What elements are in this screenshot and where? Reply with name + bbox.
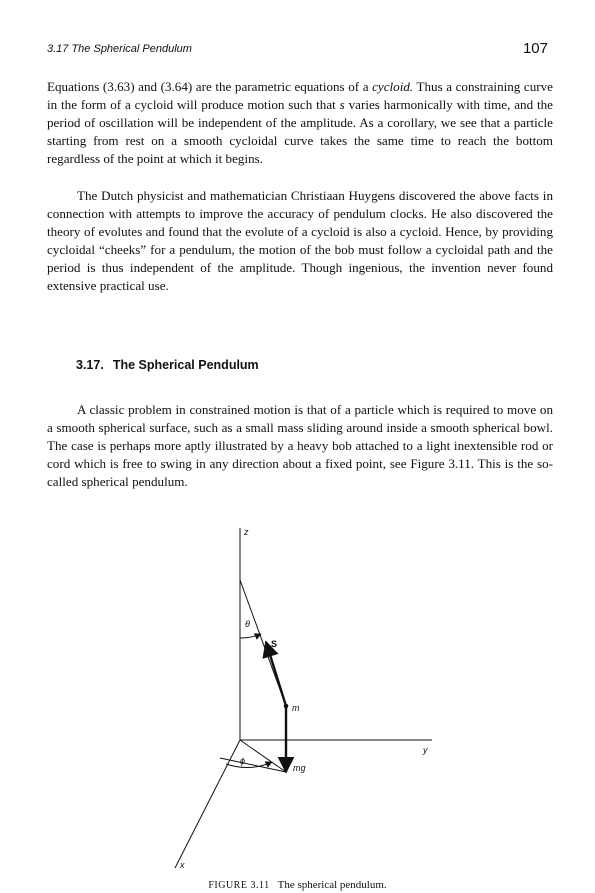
- section-number: 3.17.: [76, 358, 104, 372]
- spherical-pendulum-diagram: [150, 520, 440, 870]
- tension-vector: [266, 642, 286, 706]
- section-title: 3.17 The Spherical Pendulum: [47, 43, 192, 55]
- phi-label: ϕ: [240, 756, 246, 766]
- section-heading-title: The Spherical Pendulum: [112, 358, 259, 372]
- x-axis: [175, 740, 240, 868]
- paragraph-huygens: The Dutch physicist and mathematician Christiaan Huygens discovered the above facts in connection with attempts to improve the accuracy of pendulum clocks. He also discovered the theory of evolutes and found that the evolute of a cycloid is also a cycloid. Hence, by providing cycloidal “cheeks” for a pendulum, the motion of the bob must follow a cycloidal path and the period is thus independent of the amplitude. Though ingenious, the invention never found extensive practical use.: [47, 188, 553, 294]
- paragraph-text: varies harmonically with time, and the period of oscillation will be independent of the amplitude. As a corollary, we see that a particle starting from rest on a smooth cycloidal curve takes the same time to reach the bottom regardless of the point at which it begins.: [47, 97, 553, 167]
- running-header: [47, 40, 548, 60]
- theta-arc: [240, 634, 261, 638]
- term-cycloid: cycloid.: [372, 79, 414, 94]
- s-label: S: [271, 639, 278, 649]
- figure-caption-text: The spherical pendulum.: [277, 879, 387, 891]
- paragraph-spherical-pendulum: A classic problem in constrained motion is that of a particle which is required to move on a smooth spherical surface, such as a small mass sliding around inside a smooth spherical bowl. The case is perhaps more aptly illustrated by a heavy bob attached to a light inextensible rod or cord which is free to swing in any direction about a fixed point, see Figure 3.11. This is the so-called spherical pendulum.: [47, 402, 553, 490]
- theta-label: θ: [245, 619, 250, 629]
- paragraph-text: Thus a constraining curve in the form of a cycloid will produce motion such that: [47, 79, 553, 113]
- figure-caption-label: FIGURE 3.11: [208, 880, 270, 891]
- m-label: m: [292, 703, 300, 713]
- section-heading: [76, 358, 259, 372]
- phi-arc: [226, 762, 272, 768]
- figure-caption: [0, 879, 595, 891]
- variable-s: s: [339, 97, 345, 113]
- paragraph-text: Equations (3.63) and (3.64) are the parametric equations of a: [47, 79, 373, 94]
- y-label: y: [423, 745, 428, 755]
- paragraph-cycloid: [47, 78, 553, 168]
- x-label: x: [180, 860, 185, 870]
- z-label: z: [244, 527, 249, 537]
- page-number: 107: [522, 40, 548, 57]
- mg-label: mg: [293, 763, 306, 773]
